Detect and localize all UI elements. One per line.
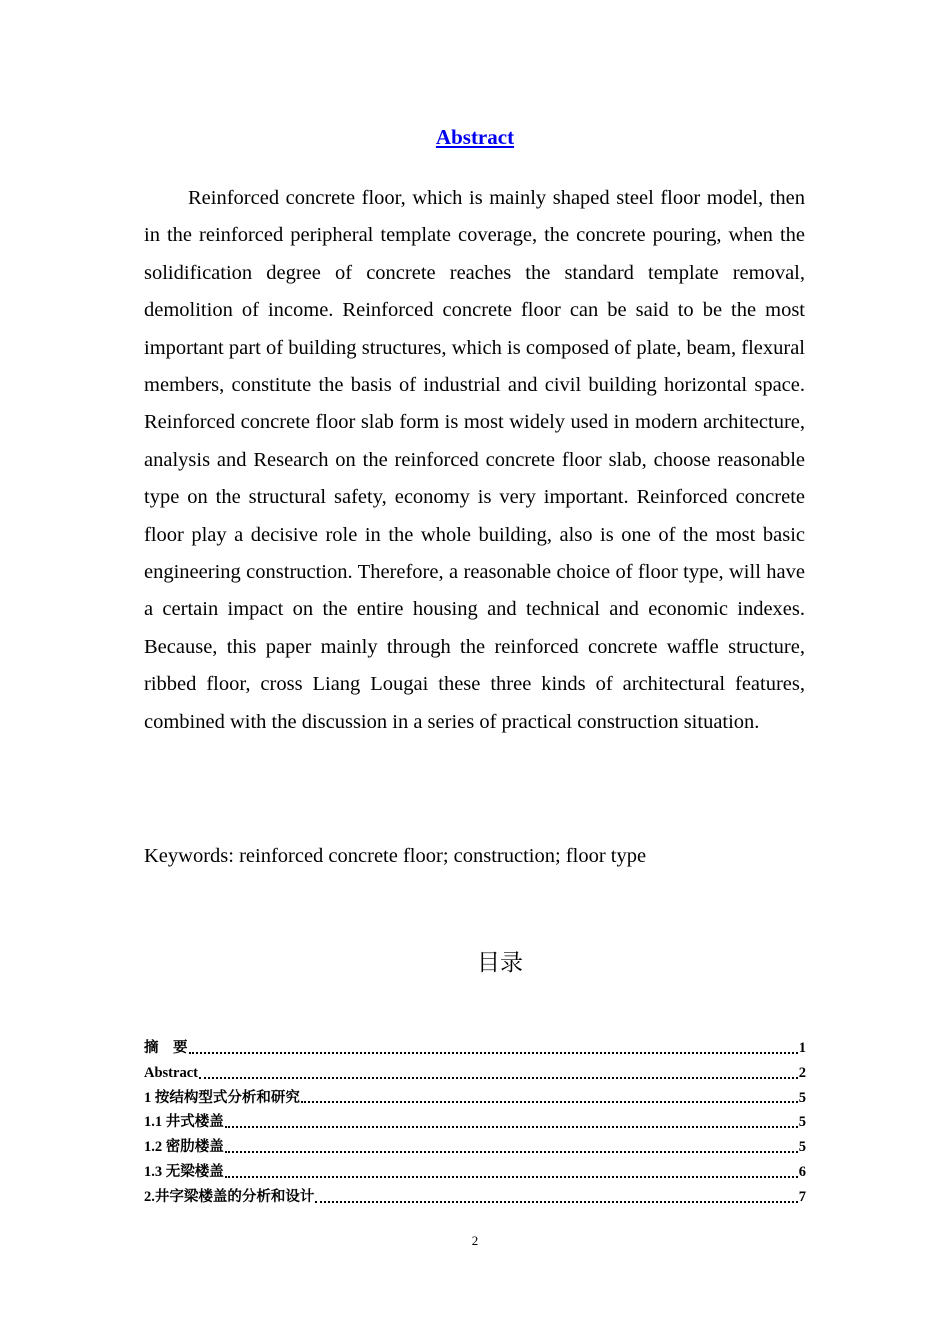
toc-leader-dots <box>225 1150 798 1153</box>
toc-entry-abstract-en[interactable] <box>144 1061 806 1086</box>
toc-entry-label: 摘 要 <box>144 1040 188 1056</box>
toc-entry-section-1-1[interactable] <box>144 1110 806 1135</box>
toc-leader-dots <box>225 1175 798 1178</box>
abstract-body: Reinforced concrete floor, which is mainly shaped steel floor model, then in the reinforced peripheral template coverage, the concrete pouring, when the solidification degree of concrete reaches the standard template removal, demolition of income. Reinforced concrete floor can be said to be the most important part of building structures, which is composed of plate, beam, flexural members, constitute the basis of industrial and civil building horizontal space. Reinforced concrete floor slab form is most widely used in modern architecture, analysis and Research on the reinforced concrete floor slab, choose reasonable type on the structural safety, economy is very important. Reinforced concrete floor play a decisive role in the whole building, also is one of the most basic engineering construction. Therefore, a reasonable choice of floor type, will have a certain impact on the entire housing and technical and economic indexes. Because, this paper mainly through the reinforced concrete waffle structure, ribbed floor, cross Liang Lougai these three kinds of architectural features, combined with the discussion in a series of practical construction situation. <box>144 187 805 733</box>
toc-leader-dots <box>225 1125 798 1128</box>
toc-entry-label: 1.2 密肋楼盖 <box>144 1139 224 1156</box>
toc-entry-section-1-2[interactable] <box>144 1135 806 1160</box>
toc-entry-chapter-1[interactable] <box>144 1086 806 1111</box>
toc-entry-page: 7 <box>798 1188 806 1205</box>
toc-entry-page: 6 <box>798 1163 806 1180</box>
abstract-heading-link[interactable]: Abstract <box>435 125 515 149</box>
toc-leader-dots <box>199 1076 798 1079</box>
toc-entry-section-1-3[interactable] <box>144 1160 806 1185</box>
toc-leader-dots <box>301 1100 798 1103</box>
toc-heading: 目录 <box>477 950 523 976</box>
toc-entry-label: 1.3 无梁楼盖 <box>144 1163 224 1180</box>
toc-entry-page: 5 <box>798 1139 806 1156</box>
toc-entry-page: 5 <box>798 1114 806 1131</box>
table-of-contents <box>144 1036 806 1210</box>
toc-entry-label: Abstract <box>144 1064 198 1081</box>
toc-entry-label: 2.井字梁楼盖的分析和设计 <box>144 1188 315 1205</box>
page-number: 2 <box>471 1233 479 1248</box>
keywords-line: Keywords: reinforced concrete floor; construction; floor type <box>144 845 647 867</box>
toc-entry-label: 1 按结构型式分析和研究 <box>144 1089 300 1106</box>
toc-entry-page: 1 <box>798 1040 806 1056</box>
toc-entry-chapter-2[interactable] <box>144 1185 806 1210</box>
toc-leader-dots <box>315 1200 797 1203</box>
toc-entry-page: 2 <box>798 1064 806 1081</box>
abstract-heading <box>0 124 950 150</box>
toc-entry-abstract-cn[interactable] <box>144 1036 806 1061</box>
toc-entry-page: 5 <box>798 1089 806 1106</box>
toc-entry-label: 1.1 井式楼盖 <box>144 1114 224 1131</box>
toc-leader-dots <box>189 1051 798 1054</box>
